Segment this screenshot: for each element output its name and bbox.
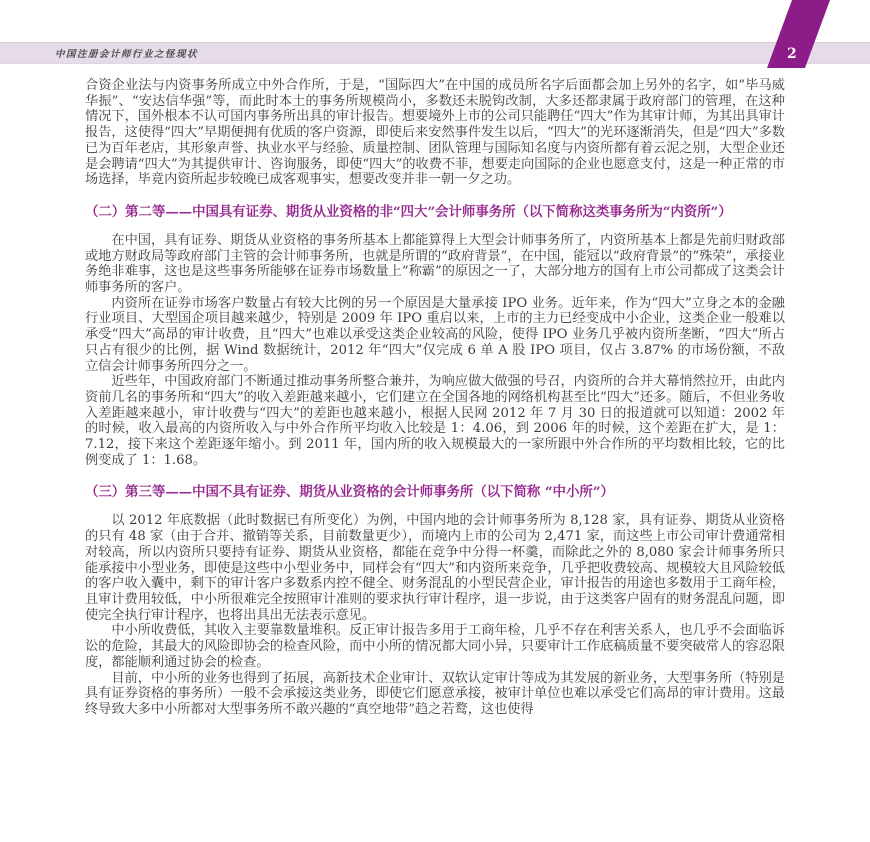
paragraph: 以 2012 年底数据（此时数据已有所变化）为例，中国内地的会计师事务所为 8,128 家，具有证券、期货从业资格的只有 48 家（由于合并、撤销等关系，目前数量更少），而境内上市的公司为 2,471 家，而这些上市公司审计费通常相对较高，所以内资所只要持有证券、期货从业资格，都能在竞争中分得一杯羹，而除此之外的 8,080 家会计师事务所只能承接中小型业务，即使是这些中小型业务中，同样会有“四大”和内资所来竞争，几乎把收费较高、规模较大且风险较低的客户收入囊中，剩下的审计客户多数系内控不健全、财务混乱的小型民营企业，审计报告的用途也多数用于工商年检，且审计费用较低，中小所很难完全按照审计准则的要求执行审计程序，退一步说，由于这类客户固有的财务混乱问题，即使完全执行审计程序，也将出具出无法表示意见。 xyxy=(85,513,785,623)
ribbon-shape xyxy=(767,0,830,68)
paragraph: 内资所在证券市场客户数量占有较大比例的另一个原因是大量承接 IPO 业务。近年来，作为“四大”立身之本的金融行业项目、大型国企项目越来越少，特别是 2009 年 IPO 重启以来，上市的主力已经变成中小企业，这类企业一般难以承受“四大”高昂的审计收费，且“四大”也难以承受这类企业较高的风险，使得 IPO 业务几乎被内资所垄断，“四大”所占只占有很少的比例，据 Wind 数据统计，2012 年“四大”仅完成 6 单 A 股 IPO 项目，仅占 3.87% 的市场份额，不敌立信会计师事务所四分之一。 xyxy=(85,295,785,374)
page-number: 2 xyxy=(787,46,797,62)
paragraph: 目前，中小所的业务也得到了拓展，高新技术企业审计、双软认定审计等成为其发展的新业务，大型事务所（特别是具有证券资格的事务所）一般不会承接这类业务，即使它们愿意承接，被审计单位也难以承受它们高昂的审计费用。这最终导致大多中小所都对大型事务所不敢兴趣的“真空地带”趋之若鹜，这也使得 xyxy=(85,670,785,717)
paragraph: 近些年，中国政府部门不断通过推动事务所整合兼并，为响应做大做强的号召，内资所的合并大幕悄然拉开，由此内资前几名的事务所和“四大”的收入差距越来越小，它们建立在全国各地的网络机构甚至比“四大”还多。随后，不但业务收入差距越来越小，审计收费与“四大”的差距也越来越小，根据人民网 2012 年 7 月 30 日的报道就可以知道：2002 年的时候，收入最高的内资所收入与中外合作所平均收入比较是 1：4.06，到 2006 年的时候，这个差距在扩大，是 1：7.12，接下来这个差距逐年缩小。到 2011 年，国内所的收入规模最大的一家所跟中外合作所的平均数相比较，它的比例变成了 1：1.68。 xyxy=(85,374,785,468)
section-heading: （二）第二等——中国具有证券、期货从业资格的非“四大”会计师事务所（以下简称这类事务所为“内资所”） xyxy=(85,203,732,220)
document-body xyxy=(85,78,785,718)
paragraph: 中小所收费低，其收入主要靠数量堆积。反正审计报告多用于工商年检，几乎不存在利害关系人，也几乎不会面临诉讼的危险，其最大的风险即协会的检查风险，而中小所的情况都大同小异，只要审计工作底稿质量不要突破常人的容忍限度，都能顺利通过协会的检查。 xyxy=(85,623,785,670)
paragraph: 合资企业法与内资事务所成立中外合作所，于是，“国际四大”在中国的成员所名字后面都会加上另外的名字，如“毕马威华振”、“安达信华强”等，而此时本土的事务所规模尚小，多数还未脱钩改制，大多还都隶属于政府部门的管理，在这种情况下，国外根本不认可国内事务所出具的审计报告。想要境外上市的公司只能聘任“四大”作为其审计师，为其出具审计报告，这使得“四大”早期便拥有优质的客户资源，即使后来安然事件发生以后，“四大”的光环逐渐消失，但是“四大”多数已为百年老店，其形象声誉、执业水平与经验、质量控制、团队管理与国际知名度与内资所都有着云泥之别，大型企业还是会聘请“四大”为其提供审计、咨询服务，即使“四大”的收费不菲，想要走向国际的企业也愿意支付，这是一种正常的市场选择，毕竟内资所起步较晚已成客观事实，想要改变并非一朝一夕之功。 xyxy=(85,78,785,188)
paragraph: 在中国，具有证券、期货从业资格的事务所基本上都能算得上大型会计师事务所了，内资所基本上都是先前归财政部或地方财政局等政府部门主管的会计师事务所，也就是所谓的“政府背景”，在中国，能冠以“政府背景”的“殊荣”，承接业务绝非难事，这也是这些事务所能够在证券市场数量上“称霸”的原因之一了，大部分地方的国有上市公司都成了这类会计师事务所的客户。 xyxy=(85,232,785,296)
section-heading: （三）第三等——中国不具有证券、期货从业资格的会计师事务所（以下简称 “中小所”） xyxy=(85,484,614,501)
running-header-title: 中国注册会计师行业之怪现状 xyxy=(55,49,199,60)
page-number-ribbon xyxy=(0,0,870,70)
